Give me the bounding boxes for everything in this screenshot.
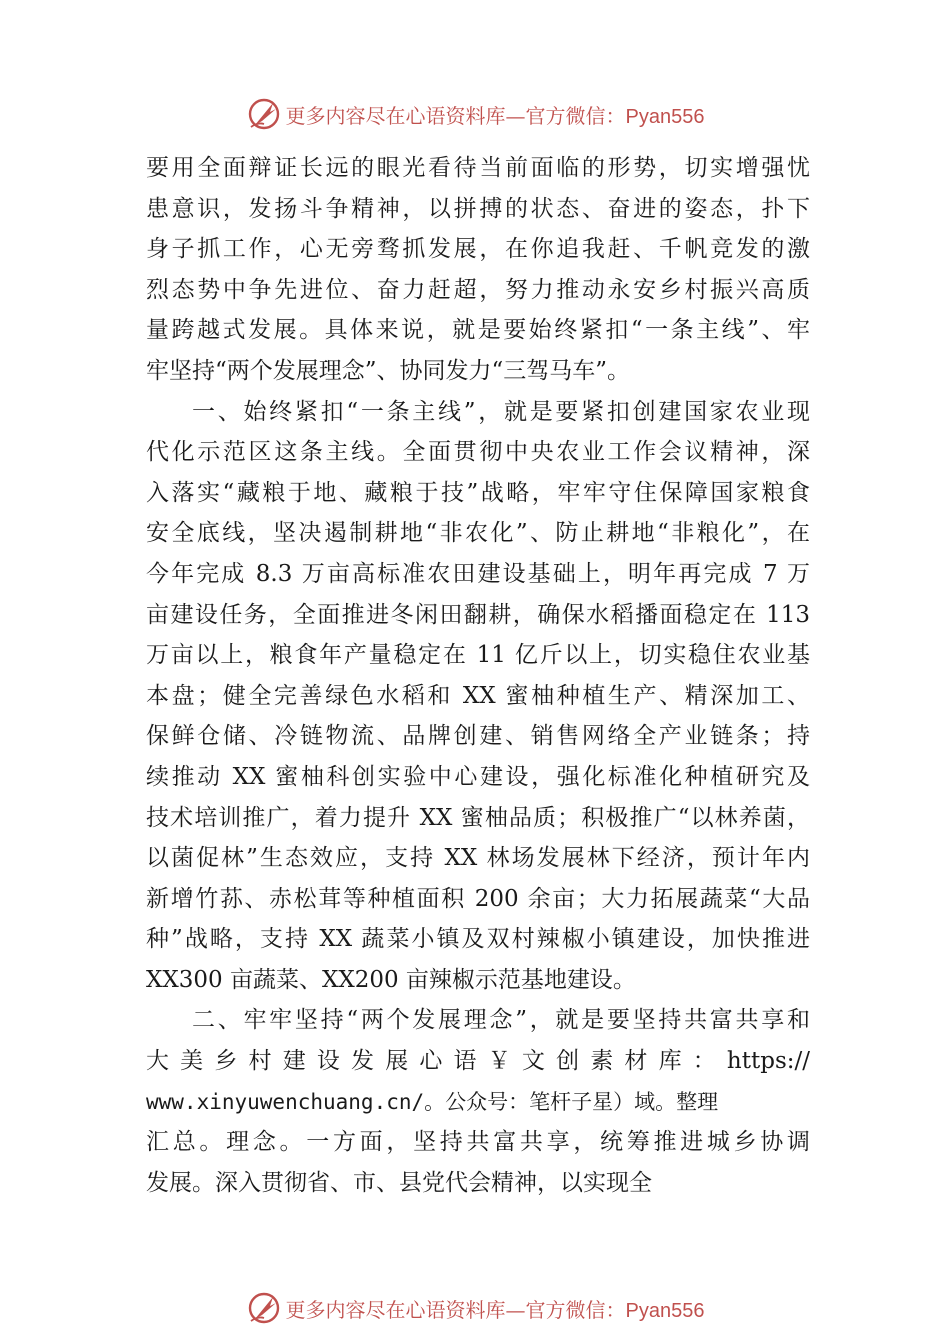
footer-watermark — [0, 1288, 950, 1328]
text-line: 牢坚持“两个发展理念”、协同发力“三驾马车”。 — [146, 357, 631, 384]
text-line: 以菌促林”生态效应，支持 XX 林场发展林下经济，预计年内 — [146, 845, 810, 872]
text-line: 本盘；健全完善绿色水稻和 XX 蜜柚种植生产、精深加工、 — [146, 682, 810, 709]
quill-pen-circle-icon — [246, 96, 282, 132]
text-line: 烈态势中争先进位、奋力赶超，努力推动永安乡村振兴高质 — [146, 276, 810, 303]
text-line: 亩建设任务，全面推进冬闲田翻耕，确保水稻播面稳定在 113 — [146, 601, 810, 628]
section-one-heading-line: 一、始终紧扣“一条主线”，就是要紧扣创建国家农业现 — [192, 398, 810, 425]
text-line: 安全底线，坚决遏制耕地“非农化”、防止耕地“非粮化”，在 — [146, 520, 810, 547]
document-body — [146, 148, 810, 1203]
text-line: 续推动 XX 蜜柚科创实验中心建设，强化标准化种植研究及 — [146, 763, 810, 790]
text-line: 患意识，发扬斗争精神，以拼搏的状态、奋进的姿态，扑下 — [146, 195, 810, 222]
text-line: 大美乡村建设发展心语￥文创素材库：https:// — [146, 1048, 810, 1075]
section-two-heading-line: 二、牢牢坚持“两个发展理念”，就是要坚持共富共享和 — [192, 1007, 810, 1034]
text-line: 发展。深入贯彻省、市、县党代会精神，以实现全 — [146, 1169, 652, 1196]
watermark-text: 更多内容尽在心语资料库—官方微信：Pyan556 — [285, 103, 705, 128]
text-line: 身子抓工作，心无旁骛抓发展，在你追我赶、千帆竞发的激 — [146, 236, 810, 263]
text-line: 入落实“藏粮于地、藏粮于技”战略，牢牢守住保障国家粮食 — [146, 479, 810, 506]
text-line: 万亩以上，粮食年产量稳定在 11 亿斤以上，切实稳住农业基 — [146, 642, 810, 669]
text-line: 今年完成 8.3 万亩高标准农田建设基础上，明年再完成 7 万 — [146, 560, 810, 587]
watermark-text: 更多内容尽在心语资料库—官方微信：Pyan556 — [285, 1297, 705, 1322]
text-line: XX300 亩蔬菜、XX200 亩辣椒示范基地建设。 — [146, 966, 636, 993]
text-line: 保鲜仓储、冷链物流、品牌创建、销售网络全产业链条；持 — [146, 723, 810, 750]
text-line: 种”战略，支持 XX 蔬菜小镇及双村辣椒小镇建设，加快推进 — [146, 926, 810, 953]
text-line: 代化示范区这条主线。全面贯彻中央农业工作会议精神，深 — [146, 439, 810, 466]
text-line: 要用全面辩证长远的眼光看待当前面临的形势，切实增强忧 — [146, 155, 810, 181]
text-line: 汇总。理念。一方面，坚持共富共享，统筹推进城乡协调 — [146, 1129, 810, 1156]
url-line: www.xinyuwenchuang.cn/。公众号：笔杆子星）域。整理 — [146, 1089, 719, 1114]
text-line: 技术培训推广，着力提升 XX 蜜柚品质；积极推广“以林养菌， — [146, 804, 810, 831]
text-line: 量跨越式发展。具体来说，就是要始终紧扣“一条主线”、牢 — [146, 317, 810, 344]
quill-pen-circle-icon — [246, 1290, 282, 1326]
header-watermark — [0, 94, 950, 134]
text-line: 新增竹荪、赤松茸等种植面积 200 余亩；大力拓展蔬菜“大品 — [146, 885, 810, 912]
